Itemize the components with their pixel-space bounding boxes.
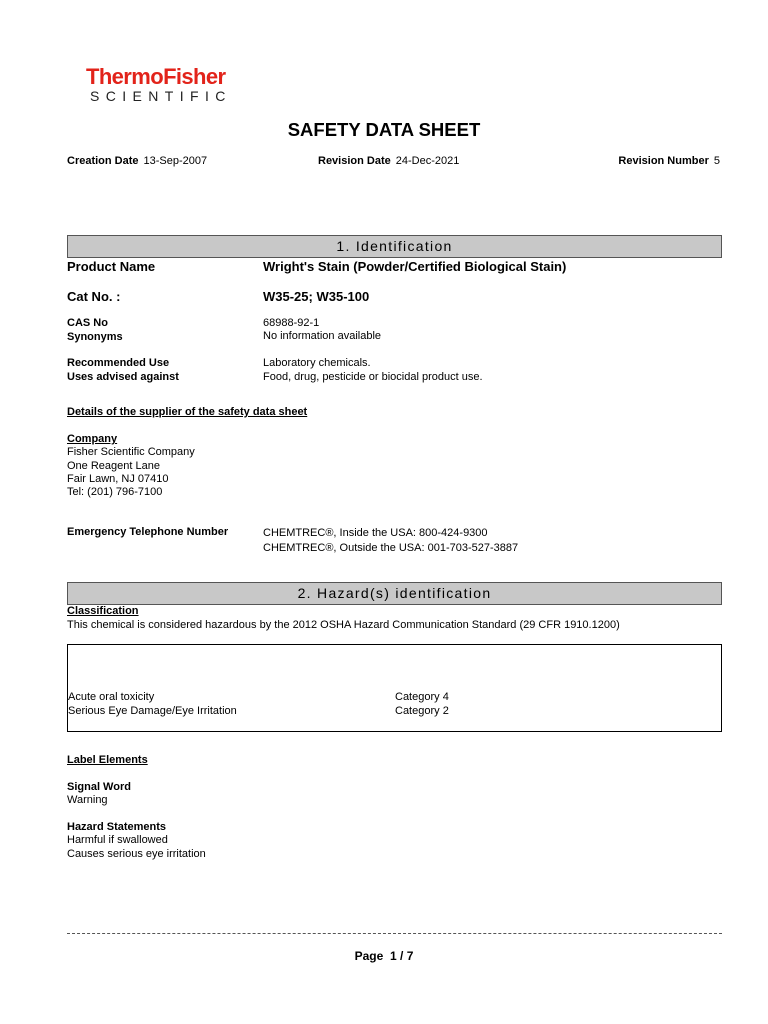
hazard-name: Serious Eye Damage/Eye Irritation xyxy=(68,705,237,717)
section-1-header: 1. Identification xyxy=(67,235,722,258)
supplier-details-heading: Details of the supplier of the safety data sheet xyxy=(67,406,308,418)
cat-no-value: W35-25; W35-100 xyxy=(263,289,370,304)
company-line: Fisher Scientific Company xyxy=(67,446,195,458)
revision-number xyxy=(618,155,720,167)
emergency-phone-line: CHEMTREC®, Inside the USA: 800-424-9300 xyxy=(263,527,488,539)
revision-number-label: Revision Number xyxy=(618,155,709,167)
company-line: Fair Lawn, NJ 07410 xyxy=(67,473,169,485)
uses-advised-against-value: Food, drug, pesticide or biocidal product use. xyxy=(263,371,483,383)
emergency-phone-label: Emergency Telephone Number xyxy=(67,526,229,538)
thermofisher-logo: ThermoFisher xyxy=(86,64,226,89)
uses-advised-against-label: Uses advised against xyxy=(67,371,179,383)
label-elements-heading: Label Elements xyxy=(67,754,148,766)
cas-no-label: CAS No xyxy=(67,317,108,329)
hazard-statement: Harmful if swallowed xyxy=(67,834,168,846)
product-name-label: Product Name xyxy=(67,259,156,274)
recommended-use-label: Recommended Use xyxy=(67,357,170,369)
hazard-category: Category 2 xyxy=(395,705,449,717)
section-2-header: 2. Hazard(s) identification xyxy=(67,582,722,605)
revision-date-label: Revision Date xyxy=(318,155,391,167)
classification-text: This chemical is considered hazardous by the 2012 OSHA Hazard Communication Standard (29 CFR 1910.1200) xyxy=(67,619,620,631)
company-line: Tel: (201) 796-7100 xyxy=(67,486,163,498)
company-line: One Reagent Lane xyxy=(67,460,160,472)
hazard-name: Acute oral toxicity xyxy=(68,691,155,703)
synonyms-value: No information available xyxy=(263,330,382,342)
hazard-statements-label: Hazard Statements xyxy=(67,821,167,833)
signal-word-label: Signal Word xyxy=(67,781,131,793)
product-name-value: Wright's Stain (Powder/Certified Biological Stain) xyxy=(263,259,567,274)
creation-date-value: 13-Sep-2007 xyxy=(143,155,208,167)
revision-date xyxy=(318,155,459,167)
document-title: SAFETY DATA SHEET xyxy=(287,119,481,140)
creation-date-label: Creation Date xyxy=(67,155,139,167)
page-label: Page xyxy=(354,949,384,963)
synonyms-label: Synonyms xyxy=(67,331,123,343)
page-separator: / xyxy=(400,949,404,963)
scientific-logo-text: SCIENTIFIC xyxy=(90,88,232,104)
signal-word-value: Warning xyxy=(67,794,108,806)
cat-no-label: Cat No. : xyxy=(67,289,121,304)
revision-date-value: 24-Dec-2021 xyxy=(395,155,460,167)
recommended-use-value: Laboratory chemicals. xyxy=(263,357,371,369)
hazard-category: Category 4 xyxy=(395,691,449,703)
footer-divider xyxy=(67,933,722,934)
company-label: Company xyxy=(67,433,118,445)
creation-date xyxy=(67,155,207,167)
cas-no-value: 68988-92-1 xyxy=(263,317,320,329)
hazard-classification-box xyxy=(67,644,722,732)
classification-label: Classification xyxy=(67,605,139,617)
page-current: 1 xyxy=(389,949,397,963)
hazard-statement: Causes serious eye irritation xyxy=(67,848,206,860)
page-number xyxy=(0,949,768,963)
page-total: 7 xyxy=(406,949,414,963)
revision-number-value: 5 xyxy=(713,155,720,167)
emergency-phone-line: CHEMTREC®, Outside the USA: 001-703-527-3887 xyxy=(263,542,519,554)
